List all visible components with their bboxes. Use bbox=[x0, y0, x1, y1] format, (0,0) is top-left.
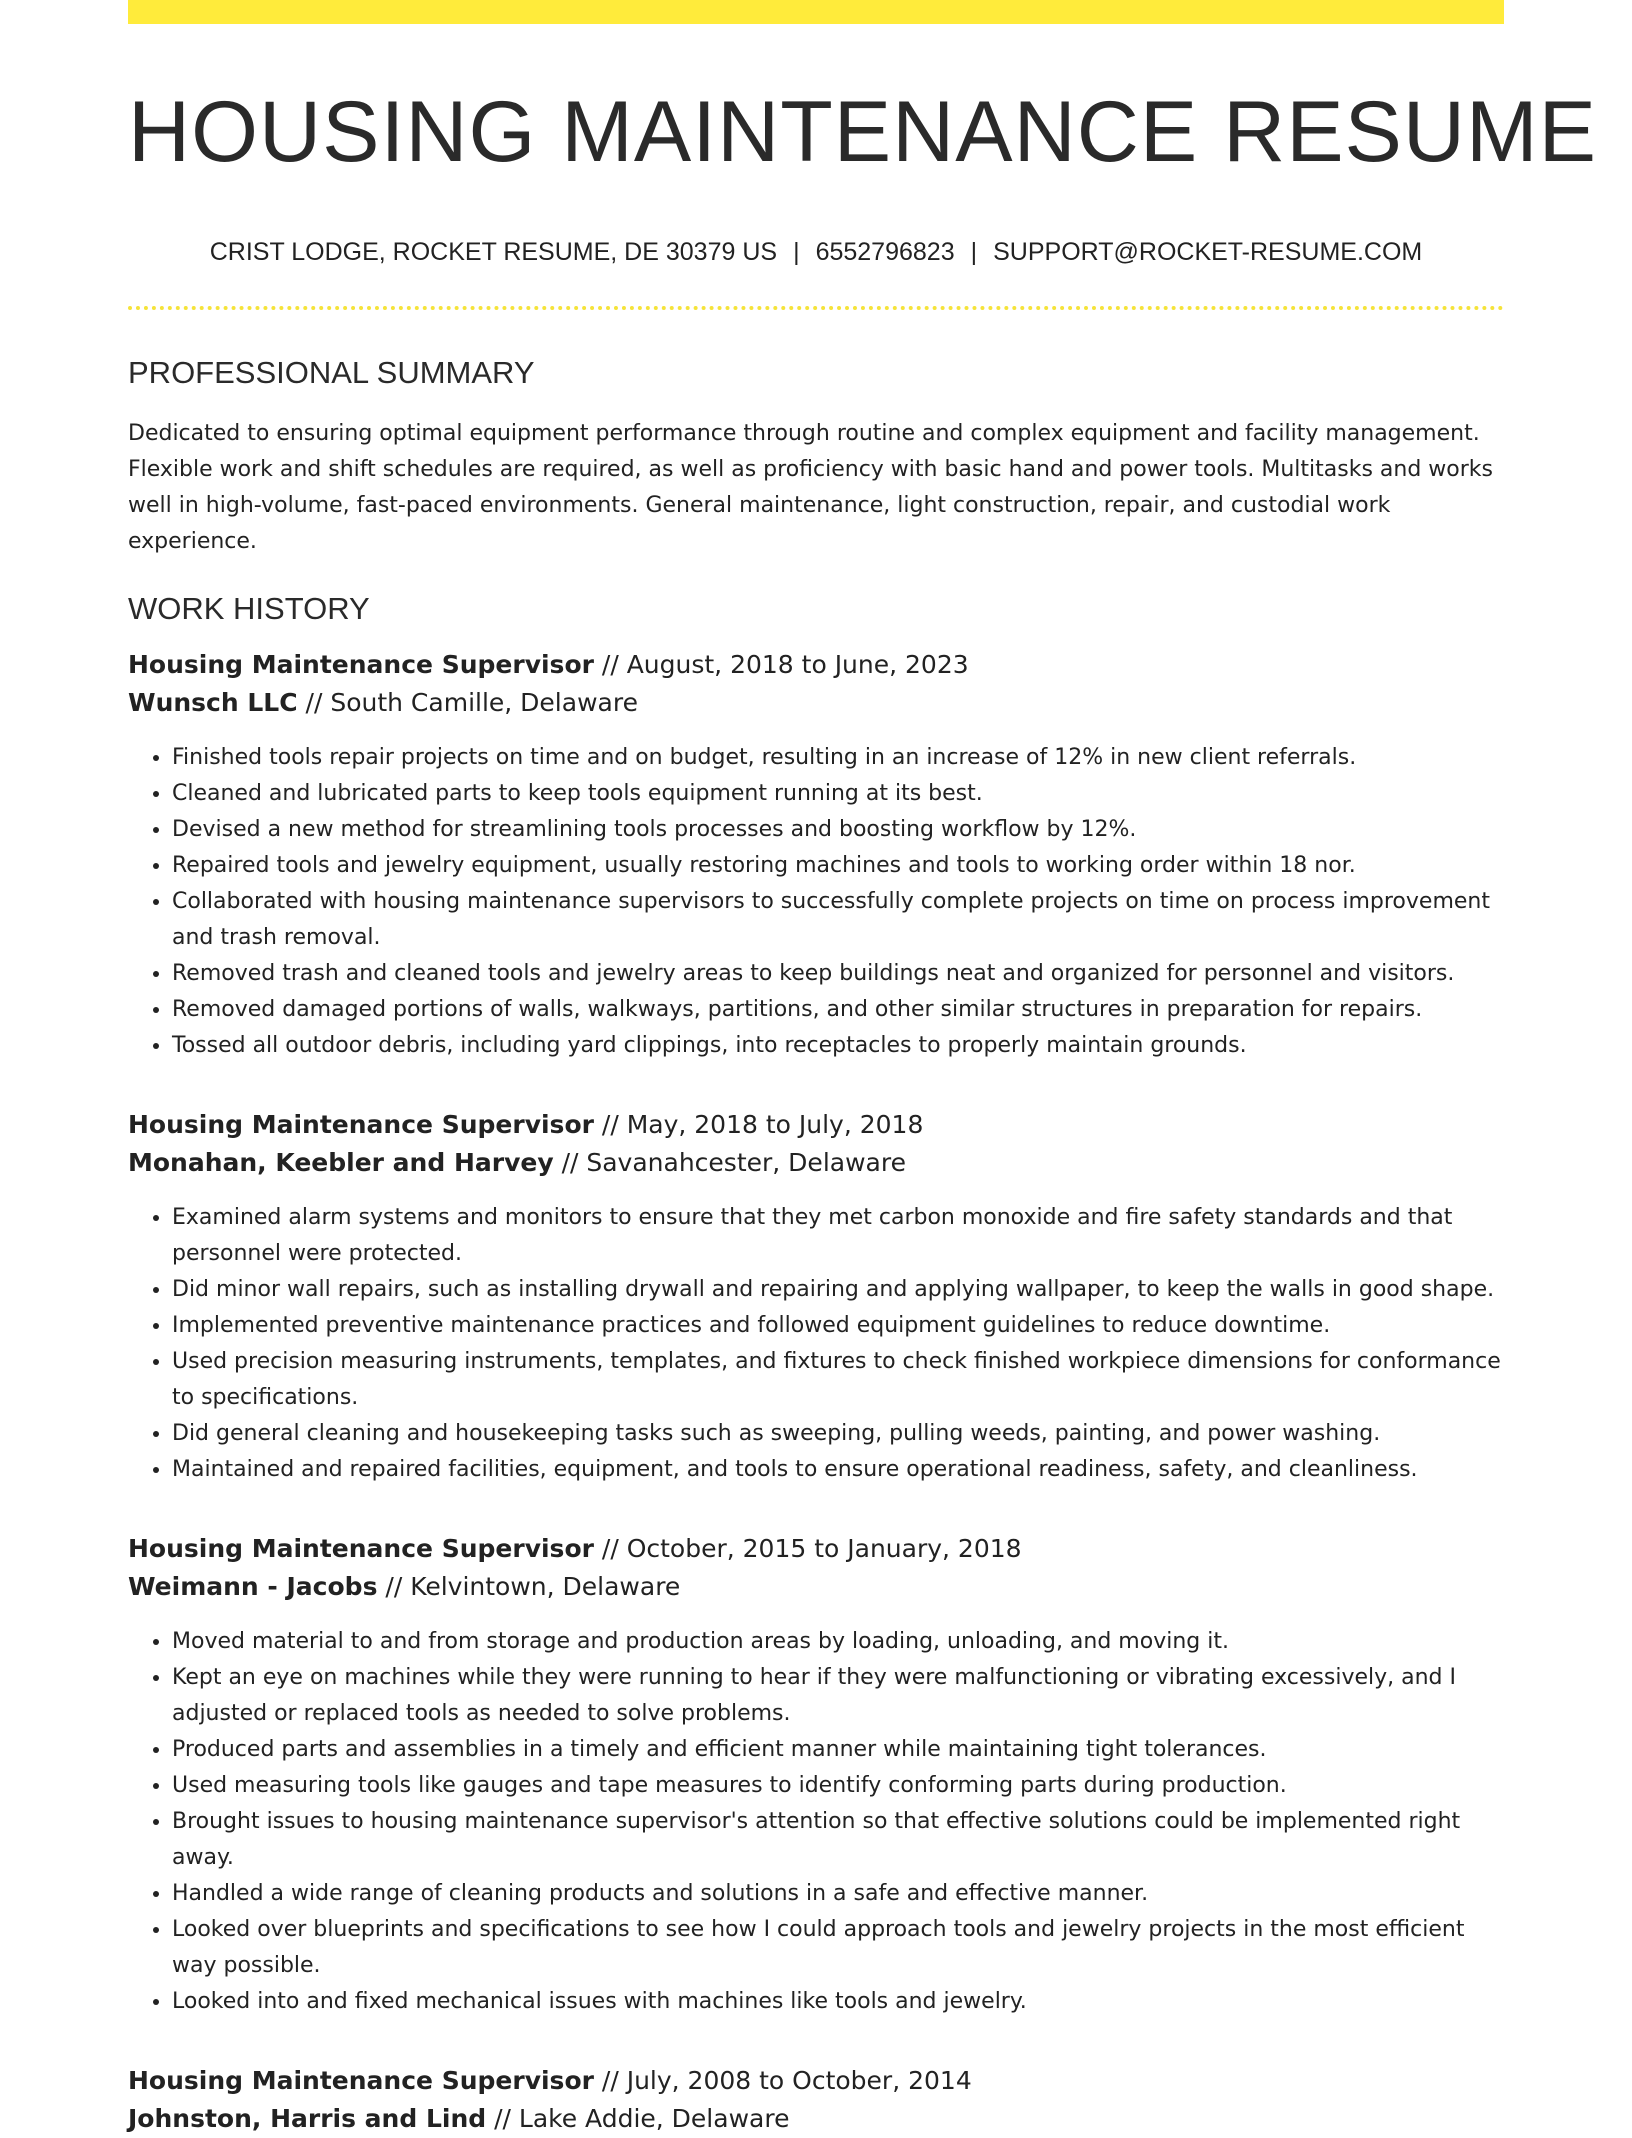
job-entry bbox=[128, 2062, 1504, 2138]
job-entry bbox=[128, 646, 1504, 1064]
job-location: // South Camille, Delaware bbox=[297, 688, 638, 717]
contact-address: CRIST LODGE, ROCKET RESUME, DE 30379 US bbox=[209, 238, 778, 266]
resume-title: HOUSING MAINTENANCE RESUME bbox=[128, 84, 1598, 180]
job-company-line bbox=[128, 684, 1504, 722]
dotted-divider bbox=[128, 306, 1504, 310]
resume-page bbox=[128, 0, 1598, 2138]
section-title-work-history: WORK HISTORY bbox=[128, 591, 370, 626]
job-dates: // May, 2018 to July, 2018 bbox=[593, 1110, 924, 1139]
list-item: • Repaired tools and jewelry equipment, usually restoring machines and tools to working order within 18 nor. bbox=[172, 848, 1504, 884]
contact-separator: | bbox=[793, 238, 800, 266]
job-company-line bbox=[128, 1568, 1504, 1606]
job-location: // Savanahcester, Delaware bbox=[553, 1148, 906, 1177]
job-bullets bbox=[128, 1200, 1504, 1488]
job-title-line bbox=[128, 1530, 1504, 1568]
job-title-line bbox=[128, 2062, 1504, 2100]
job-title-line bbox=[128, 646, 1504, 684]
job-company: Johnston, Harris and Lind bbox=[128, 2104, 487, 2133]
summary-text: Dedicated to ensuring optimal equipment performance through routine and complex equipment and facility management. Flexible work and shift schedules are required, as well as proficiency with basic hand and power tools. Multitasks and works well in high-volume, fast-paced environments. General maintenance, light construction, repair, and custodial work experience. bbox=[128, 421, 1494, 554]
list-item: • Did general cleaning and housekeeping tasks such as sweeping, pulling weeds, painting, and power washing. bbox=[172, 1416, 1504, 1452]
section-title-summary: PROFESSIONAL SUMMARY bbox=[128, 355, 535, 390]
list-item: • Used measuring tools like gauges and tape measures to identify conforming parts during production. bbox=[172, 1768, 1504, 1804]
job-dates: // August, 2018 to June, 2023 bbox=[593, 650, 969, 679]
job-company: Wunsch LLC bbox=[128, 688, 298, 717]
list-item: • Removed trash and cleaned tools and jewelry areas to keep buildings neat and organized for personnel and visitors. bbox=[172, 956, 1504, 992]
list-item: • Brought issues to housing maintenance supervisor's attention so that effective solutions could be implemented right away. bbox=[172, 1804, 1504, 1876]
list-item: • Removed damaged portions of walls, walkways, partitions, and other similar structures in preparation for repairs. bbox=[172, 992, 1504, 1028]
accent-top-bar bbox=[128, 0, 1504, 24]
job-entry bbox=[128, 1530, 1504, 2020]
list-item: • Devised a new method for streamlining tools processes and boosting workflow by 12%. bbox=[172, 812, 1504, 848]
job-company-line bbox=[128, 2100, 1504, 2138]
list-item: • Examined alarm systems and monitors to ensure that they met carbon monoxide and fire safety standards and that personnel were protected. bbox=[172, 1200, 1504, 1272]
job-title-line bbox=[128, 1106, 1504, 1144]
work-history-list bbox=[128, 646, 1504, 2138]
list-item: • Produced parts and assemblies in a timely and efficient manner while maintaining tight tolerances. bbox=[172, 1732, 1504, 1768]
contact-email: SUPPORT@ROCKET-RESUME.COM bbox=[993, 238, 1423, 266]
list-item: • Tossed all outdoor debris, including yard clippings, into receptacles to properly maintain grounds. bbox=[172, 1028, 1504, 1064]
job-dates: // October, 2015 to January, 2018 bbox=[593, 1534, 1022, 1563]
contact-phone: 6552796823 bbox=[815, 238, 955, 266]
list-item: • Finished tools repair projects on time and on budget, resulting in an increase of 12% in new client referrals. bbox=[172, 740, 1504, 776]
job-entry bbox=[128, 1106, 1504, 1488]
contact-line bbox=[128, 236, 1504, 268]
job-company-line bbox=[128, 1144, 1504, 1182]
job-location: // Kelvintown, Delaware bbox=[377, 1572, 681, 1601]
job-dates: // July, 2008 to October, 2014 bbox=[593, 2066, 972, 2095]
job-title: Housing Maintenance Supervisor bbox=[128, 1110, 594, 1139]
job-bullets bbox=[128, 1624, 1504, 2020]
job-company: Monahan, Keebler and Harvey bbox=[128, 1148, 554, 1177]
list-item: • Moved material to and from storage and production areas by loading, unloading, and moving it. bbox=[172, 1624, 1504, 1660]
list-item: • Kept an eye on machines while they were running to hear if they were malfunctioning or vibrating excessively, and I adjusted or replaced tools as needed to solve problems. bbox=[172, 1660, 1504, 1732]
list-item: • Handled a wide range of cleaning products and solutions in a safe and effective manner. bbox=[172, 1876, 1504, 1912]
list-item: • Looked over blueprints and specifications to see how I could approach tools and jewelry projects in the most efficient way possible. bbox=[172, 1912, 1504, 1984]
list-item: • Collaborated with housing maintenance supervisors to successfully complete projects on time on process improvement and trash removal. bbox=[172, 884, 1504, 956]
job-title: Housing Maintenance Supervisor bbox=[128, 2066, 594, 2095]
job-company: Weimann - Jacobs bbox=[128, 1572, 378, 1601]
list-item: • Did minor wall repairs, such as installing drywall and repairing and applying wallpaper, to keep the walls in good shape. bbox=[172, 1272, 1504, 1308]
job-bullets bbox=[128, 740, 1504, 1064]
list-item: • Implemented preventive maintenance practices and followed equipment guidelines to reduce downtime. bbox=[172, 1308, 1504, 1344]
job-title: Housing Maintenance Supervisor bbox=[128, 650, 594, 679]
job-location: // Lake Addie, Delaware bbox=[486, 2104, 790, 2133]
list-item: • Cleaned and lubricated parts to keep tools equipment running at its best. bbox=[172, 776, 1504, 812]
list-item: • Used precision measuring instruments, templates, and fixtures to check finished workpiece dimensions for conformance to specifications. bbox=[172, 1344, 1504, 1416]
list-item: • Maintained and repaired facilities, equipment, and tools to ensure operational readiness, safety, and cleanliness. bbox=[172, 1452, 1504, 1488]
list-item: • Looked into and fixed mechanical issues with machines like tools and jewelry. bbox=[172, 1984, 1504, 2020]
contact-separator: | bbox=[970, 238, 978, 266]
job-title: Housing Maintenance Supervisor bbox=[128, 1534, 594, 1563]
